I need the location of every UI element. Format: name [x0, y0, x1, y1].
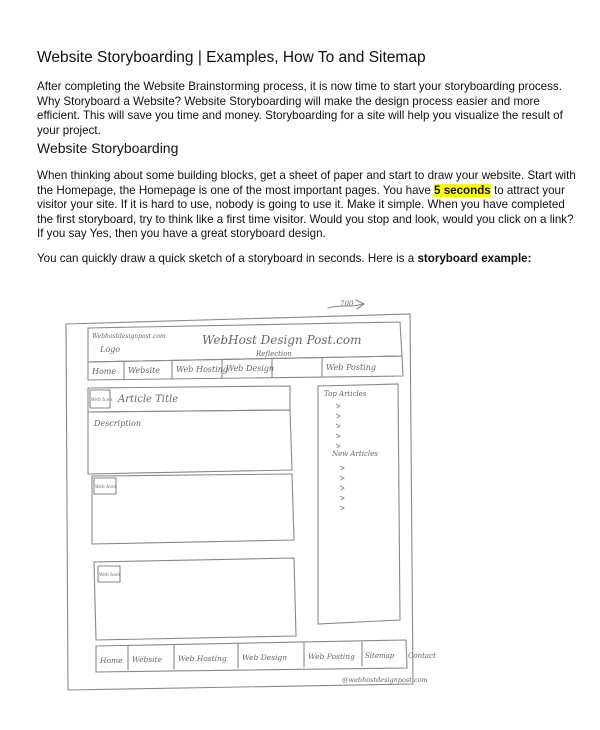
- nav-web-posting: Web Posting: [326, 363, 376, 372]
- footer-contact: Contact: [408, 652, 436, 660]
- description-text: Description: [94, 419, 141, 428]
- content-box-2-icon-text: Web Icon: [95, 485, 117, 490]
- sidebar-box: [318, 384, 400, 624]
- footer-web-design: Web Design: [242, 653, 288, 662]
- footer-home: Home: [100, 656, 123, 665]
- footer-web-posting: Web Posting: [308, 652, 355, 661]
- highlighted-text: 5 seconds: [434, 183, 491, 197]
- content-box-3: [94, 558, 296, 640]
- footer-website: Website: [132, 655, 163, 664]
- header-small-text: Webhostdesignpost.com: [92, 333, 166, 340]
- content-box-3-icon-text: Web Icon: [99, 573, 121, 578]
- header-sub-text: Reflection: [256, 350, 292, 358]
- intro-paragraph: After completing the Website Brainstorming process, it is now time to start your storyboarding process. Why Storyboard a Website? Website Storyboarding will make the design process easier and more efficient. This will save you time and money. Storyboarding for a site will help you visualize the result of your project.: [37, 80, 563, 137]
- new-articles-text: New Articles: [332, 450, 378, 458]
- section-heading: Website Storyboarding: [37, 140, 179, 156]
- example-intro-paragraph: [37, 252, 577, 267]
- nav-web-hosting: Web Hosting: [176, 365, 228, 374]
- article-title-text: Article Title: [118, 394, 179, 405]
- logo-text: Logo: [100, 345, 121, 354]
- body-paragraph: [37, 169, 577, 242]
- footer-sitemap: Sitemap: [365, 652, 395, 660]
- example-intro-text: You can quickly draw a quick sketch of a storyboard in seconds. Here is a: [37, 252, 418, 265]
- example-intro-bold: storyboard example:: [417, 252, 532, 265]
- paragraph-text-end: to attract your visitor your site. If it is hard to use, nobody is going to use it. Make it simple. When you have completed the first storyboard, try to think like a first time visitor. Would you stop and look, would you click on a link? If you say Yes, then you have a great storyboard design.: [37, 183, 574, 241]
- article-icon-text: Web Icon: [91, 398, 113, 403]
- header-brand-text: WebHost Design Post.com: [202, 333, 362, 347]
- nav-web-design: Web Design: [226, 364, 275, 373]
- storyboard-sketch-image: [60, 290, 470, 700]
- corner-note: 700: [340, 300, 354, 308]
- content-box-2: [92, 474, 294, 544]
- nav-home: Home: [92, 367, 117, 376]
- page-title: Website Storyboarding | Examples, How To and Sitemap: [37, 49, 426, 66]
- nav-website: Website: [128, 366, 161, 375]
- footer-web-hosting: Web Hosting: [178, 654, 227, 663]
- top-articles-text: Top Articles: [324, 390, 367, 398]
- paragraph-text-start: When thinking about some building blocks, get a sheet of paper and start to draw your website. Start with the Homepage, the Homepage is one of the most important pages. You have: [37, 169, 576, 197]
- footer-url: @webhostdesignpost.com: [342, 676, 428, 684]
